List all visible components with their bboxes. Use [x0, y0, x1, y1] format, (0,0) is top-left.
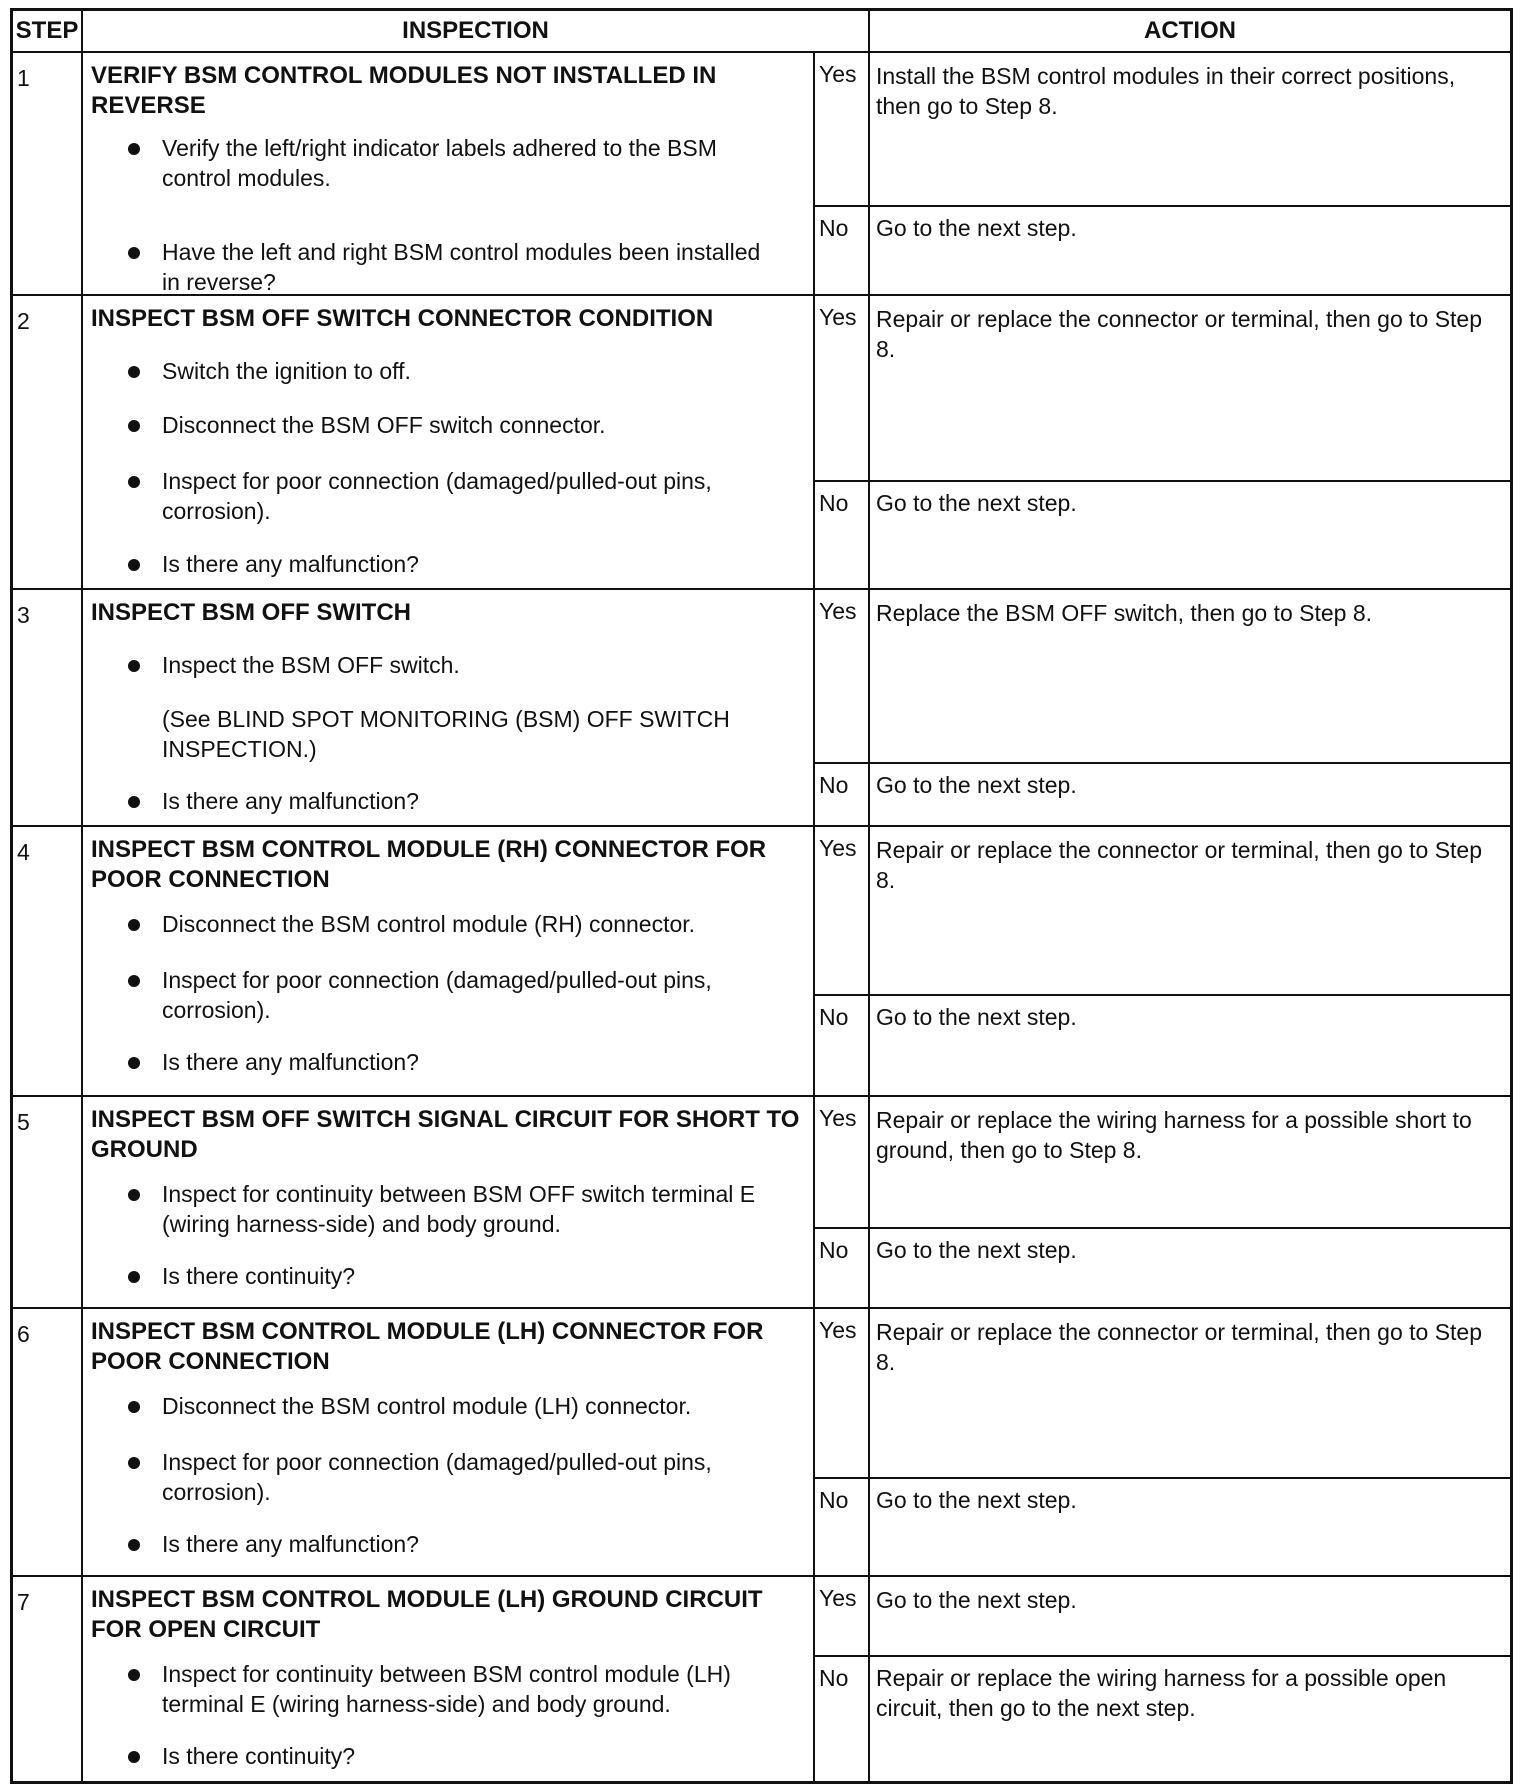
header-action: ACTION [1144, 17, 1236, 44]
yes-label: Yes [819, 835, 857, 861]
answer-divider [815, 205, 1510, 207]
step-title: VERIFY BSM CONTROL MODULES NOT INSTALLED IN REVERSE [91, 62, 717, 119]
step-title: INSPECT BSM OFF SWITCH [91, 599, 411, 626]
no-label: No [819, 1004, 849, 1030]
bullet-item: Disconnect the BSM control module (LH) connector. [128, 1391, 778, 1421]
bullet-icon [128, 247, 140, 259]
no-action: Go to the next step. [876, 772, 1077, 798]
bullet-item: Is there continuity? [128, 1741, 778, 1771]
table-row [13, 588, 1510, 827]
step-number: 3 [17, 602, 30, 628]
step-number: 2 [17, 308, 30, 334]
step-number: 4 [17, 839, 30, 865]
bullet-icon [128, 1271, 140, 1283]
bullet-icon [128, 975, 140, 987]
bullet-item: Verify the left/right indicator labels adhered to the BSM control modules. [128, 133, 778, 193]
step-title: INSPECT BSM CONTROL MODULE (RH) CONNECTOR FOR POOR CONNECTION [91, 836, 767, 893]
no-label: No [819, 1237, 849, 1263]
step-title: INSPECT BSM CONTROL MODULE (LH) GROUND CIRCUIT FOR OPEN CIRCUIT [91, 1586, 763, 1643]
no-label: No [819, 1487, 849, 1513]
bullet-icon [128, 1457, 140, 1469]
bullet-item: Is there continuity? [128, 1261, 778, 1291]
bullet-icon [128, 420, 140, 432]
table-row [13, 1095, 1510, 1309]
yes-action: Repair or replace the connector or terminal, then go to Step 8. [876, 837, 1483, 893]
bullet-item: Is there any malfunction? [128, 786, 778, 816]
bullet-icon [128, 1189, 140, 1201]
bullet-item: Inspect for continuity between BSM OFF switch terminal E (wiring harness-side) and body ground. [128, 1179, 778, 1239]
yes-label: Yes [819, 304, 857, 330]
bullet-item: Disconnect the BSM OFF switch connector. [128, 410, 778, 440]
no-label: No [819, 215, 849, 241]
yes-action: Repair or replace the connector or terminal, then go to Step 8. [876, 1319, 1483, 1375]
answer-divider [815, 1227, 1510, 1229]
bullet-item: Inspect for continuity between BSM control module (LH) terminal E (wiring harness-side) and body ground. [128, 1659, 778, 1719]
no-action: Go to the next step. [876, 490, 1077, 516]
bullet-item: Switch the ignition to off. [128, 356, 778, 386]
answer-divider [815, 1477, 1510, 1479]
bullet-icon [128, 143, 140, 155]
step-title: INSPECT BSM OFF SWITCH SIGNAL CIRCUIT FOR SHORT TO GROUND [91, 1106, 800, 1163]
bullet-item: Is there any malfunction? [128, 549, 778, 579]
bullet-item: Inspect the BSM OFF switch. [128, 650, 778, 680]
no-action: Repair or replace the wiring harness for a possible open circuit, then go to the next step. [876, 1665, 1447, 1721]
table-row [13, 51, 1510, 296]
yes-action: Repair or replace the wiring harness for a possible short to ground, then go to Step 8. [876, 1107, 1472, 1163]
answer-divider [815, 762, 1510, 764]
table-row [13, 1307, 1510, 1577]
bullet-item: Inspect for poor connection (damaged/pulled-out pins, corrosion). [128, 466, 778, 526]
bullet-icon [128, 1751, 140, 1763]
bullet-icon [128, 1057, 140, 1069]
bullet-icon [128, 796, 140, 808]
answer-divider [815, 994, 1510, 996]
step-number: 6 [17, 1321, 30, 1347]
no-label: No [819, 490, 849, 516]
bullet-item: Is there any malfunction? [128, 1047, 778, 1077]
table-row [13, 294, 1510, 590]
header-inspection: INSPECTION [83, 11, 870, 51]
step-number: 7 [17, 1589, 30, 1615]
bullet-item: Have the left and right BSM control modules been installed in reverse? [128, 237, 778, 297]
no-label: No [819, 772, 849, 798]
header-step: STEP [13, 11, 83, 51]
bullet-icon [128, 919, 140, 931]
bullet-icon [128, 1539, 140, 1551]
answer-divider [815, 480, 1510, 482]
bullet-icon [128, 366, 140, 378]
step-number: 5 [17, 1109, 30, 1135]
yes-action: Replace the BSM OFF switch, then go to Step 8. [876, 600, 1373, 626]
no-action: Go to the next step. [876, 1237, 1077, 1263]
bullet-icon [128, 559, 140, 571]
yes-action: Install the BSM control modules in their correct positions, then go to Step 8. [876, 63, 1456, 119]
diagnostic-table [10, 8, 1513, 1784]
bullet-icon [128, 660, 140, 672]
bullet-icon [128, 1669, 140, 1681]
bullet-item: Is there any malfunction? [128, 1529, 778, 1559]
no-label: No [819, 1665, 849, 1691]
bullet-item: Disconnect the BSM control module (RH) connector. [128, 909, 778, 939]
table-row [13, 825, 1510, 1097]
yes-label: Yes [819, 1317, 857, 1343]
bullet-item: Inspect for poor connection (damaged/pulled-out pins, corrosion). [128, 1447, 778, 1507]
bullet-icon [128, 476, 140, 488]
yes-action: Repair or replace the connector or terminal, then go to Step 8. [876, 306, 1483, 362]
yes-label: Yes [819, 1585, 857, 1611]
table-header [13, 11, 1510, 53]
bullet-icon [128, 1401, 140, 1413]
no-action: Go to the next step. [876, 1487, 1077, 1513]
table-row [13, 1575, 1510, 1781]
no-action: Go to the next step. [876, 215, 1077, 241]
answer-divider [815, 1655, 1510, 1657]
yes-label: Yes [819, 61, 857, 87]
step-number: 1 [17, 65, 30, 91]
yes-label: Yes [819, 598, 857, 624]
yes-action: Go to the next step. [876, 1587, 1077, 1613]
bullet-item: Inspect for poor connection (damaged/pulled-out pins, corrosion). [128, 965, 778, 1025]
step-title: INSPECT BSM CONTROL MODULE (LH) CONNECTOR FOR POOR CONNECTION [91, 1318, 764, 1375]
no-action: Go to the next step. [876, 1004, 1077, 1030]
reference-note: (See BLIND SPOT MONITORING (BSM) OFF SWITCH INSPECTION.) [162, 706, 730, 762]
yes-label: Yes [819, 1105, 857, 1131]
step-title: INSPECT BSM OFF SWITCH CONNECTOR CONDITION [91, 305, 714, 332]
